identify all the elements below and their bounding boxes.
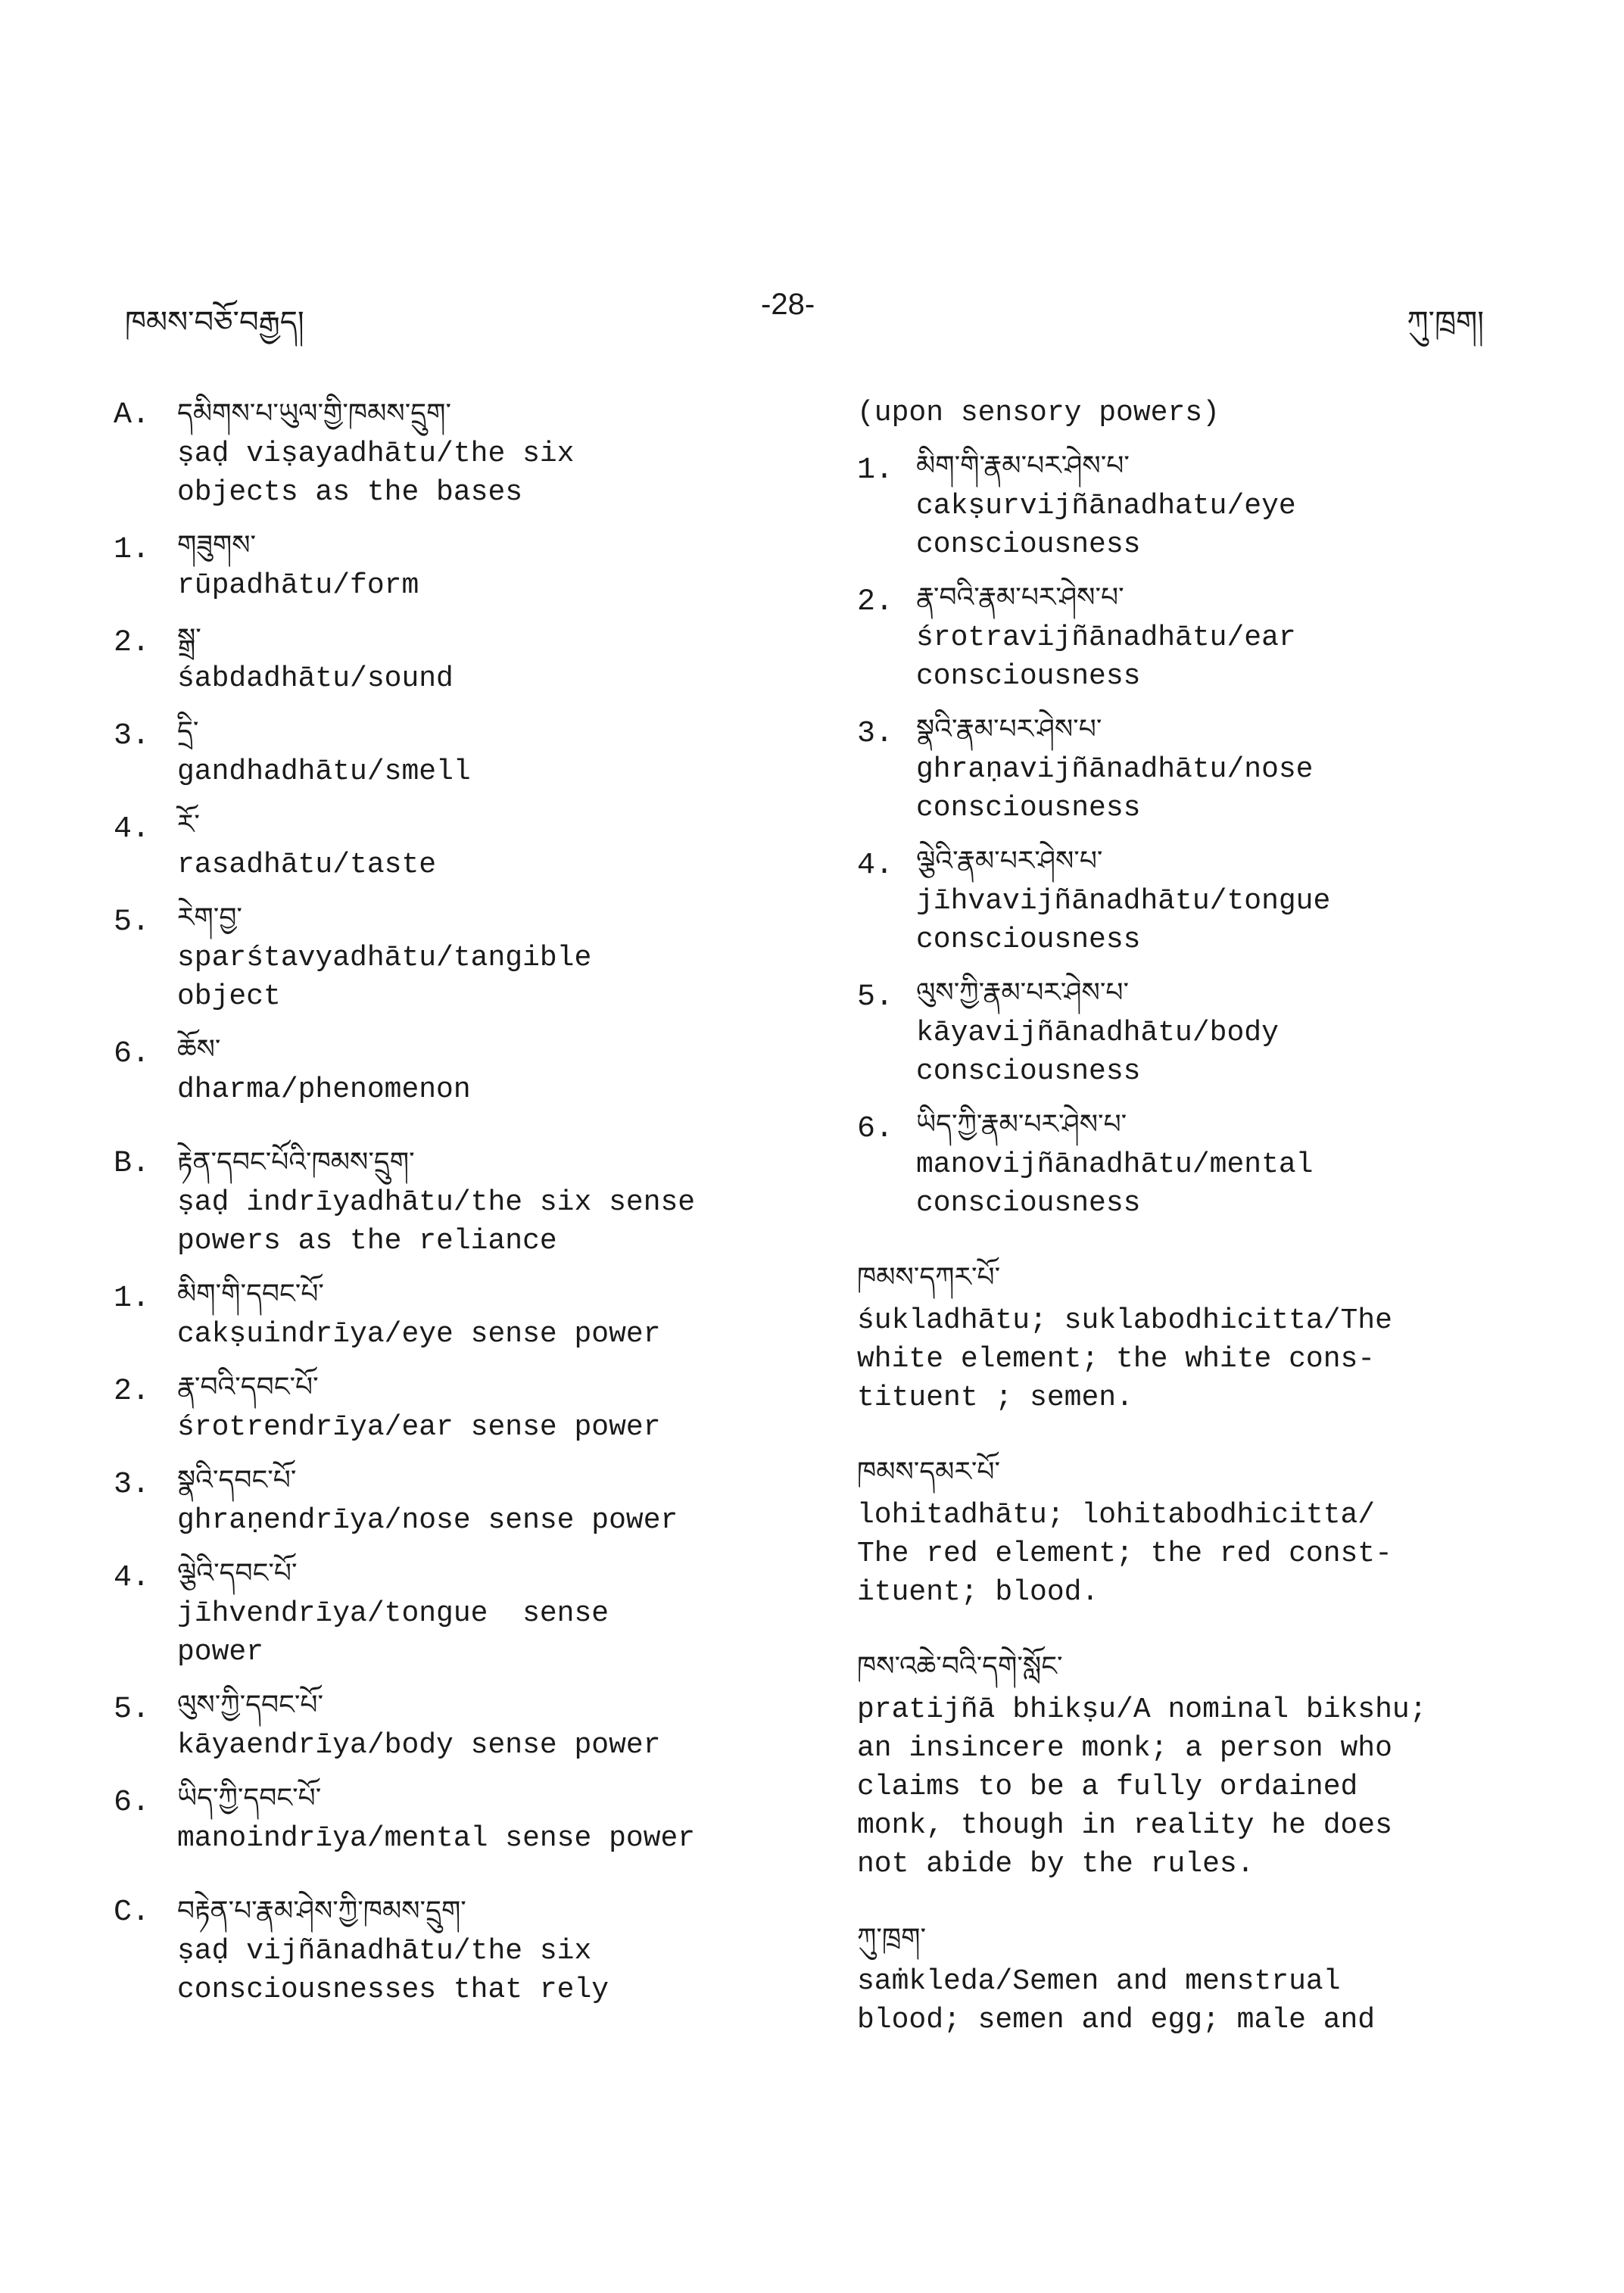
tibetan-term: སྒྲ་	[177, 623, 201, 654]
definition: lohitadhātu; lohitabodhicitta/ The red element; the red const- ituent; blood.	[857, 1499, 1392, 1609]
section-a	[114, 394, 780, 512]
tibetan-term: ཆོས་	[177, 1034, 221, 1065]
definition: sparśtavyadhātu/tangible object	[177, 942, 592, 1013]
tibetan-term: རྟེན་དབང་པོའི་ཁམས་དྲུག་	[177, 1147, 415, 1178]
item-number: 4.	[114, 812, 151, 846]
item-number: 2.	[114, 626, 151, 660]
list-item	[114, 1367, 780, 1447]
list-item	[857, 841, 1538, 959]
section-label: B.	[114, 1147, 151, 1181]
list-item	[114, 1030, 780, 1109]
continuation-text: (upon sensory powers)	[857, 397, 1220, 429]
list-item	[114, 805, 780, 884]
tibetan-term: ཁས་འཆེ་བའི་དགེ་སློང་	[857, 1651, 1063, 1682]
item-number: 5.	[114, 1693, 151, 1727]
tibetan-term: ལུས་ཀྱི་དབང་པོ་	[177, 1690, 324, 1721]
item-number: 6.	[114, 1037, 151, 1071]
tibetan-term: དམིགས་པ་ཡུལ་གྱི་ཁམས་དྲུག་	[177, 398, 452, 429]
item-number: 4.	[857, 849, 894, 883]
definition: ṣaḍ viṣayadhātu/the six objects as the bases	[177, 438, 575, 509]
section-label: A.	[114, 398, 151, 432]
section-c	[114, 1891, 780, 2009]
list-item	[857, 1104, 1538, 1223]
item-number: 1.	[857, 453, 894, 488]
item-number: 4.	[114, 1561, 151, 1595]
definition: śukladhātu; suklabodhicitta/The white element; the white cons- tituent ; semen.	[857, 1304, 1392, 1414]
tibetan-term: སྣའི་རྣམ་པར་ཤེས་པ་	[916, 714, 1102, 745]
definition: jīhvavijñānadhātu/tongue consciousness	[916, 885, 1331, 956]
definition: manovijñānadhātu/mental consciousness	[916, 1148, 1314, 1220]
list-item	[114, 1274, 780, 1354]
definition: saṁkleda/Semen and menstrual blood; semen and egg; male and	[857, 1965, 1376, 2036]
definition: ṣaḍ indrīyadhātu/the six sense powers as the reliance	[177, 1186, 696, 1257]
definition: ghraṇendrīya/nose sense power	[177, 1504, 678, 1537]
left-column	[114, 394, 780, 2009]
item-number: 3.	[857, 717, 894, 751]
definition: ghraṇavijñānadhātu/nose consciousness	[916, 753, 1314, 824]
tibetan-term: ལུས་ཀྱི་རྣམ་པར་ཤེས་པ་	[916, 977, 1130, 1008]
definition: śrotrendrīya/ear sense power	[177, 1411, 661, 1444]
glossary-entry	[857, 1452, 1538, 1612]
list-item	[114, 618, 780, 698]
definition: manoindrīya/mental sense power	[177, 1822, 696, 1855]
list-item	[114, 1460, 780, 1540]
tibetan-term: རོ་	[177, 809, 200, 840]
tibetan-term: གཟུགས་	[177, 530, 257, 561]
tibetan-term: དྲི་	[177, 716, 199, 747]
tibetan-term: ཡིད་ཀྱི་དབང་པོ་	[177, 1783, 322, 1814]
tibetan-term: ཡིད་ཀྱི་རྣམ་པར་ཤེས་པ་	[916, 1109, 1127, 1140]
tibetan-term: ཁམས་དམར་པོ་	[857, 1456, 1001, 1488]
glossary-entry	[857, 1918, 1538, 2039]
section-b	[114, 1142, 780, 1260]
definition: śabdadhātu/sound	[177, 662, 454, 695]
item-number: 2.	[114, 1375, 151, 1409]
definition: śrotravijñānadhātu/ear consciousness	[916, 622, 1296, 693]
tibetan-term: ལྕེའི་དབང་པོ་	[177, 1558, 298, 1589]
list-item	[857, 446, 1538, 564]
tibetan-term: རྣ་བའི་དབང་པོ་	[177, 1372, 319, 1403]
list-item	[857, 578, 1538, 696]
item-number: 2.	[857, 585, 894, 619]
tibetan-term: སྣའི་དབང་པོ་	[177, 1465, 297, 1496]
tibetan-term: མིག་གི་དབང་པོ་	[177, 1279, 324, 1310]
definition: gandhadhātu/smell	[177, 756, 471, 788]
item-number: 3.	[114, 719, 151, 753]
glossary-entry	[857, 1647, 1538, 1883]
definition: cakṣurvijñānadhatu/eye consciousness	[916, 490, 1296, 561]
definition: dharma/phenomenon	[177, 1073, 471, 1106]
item-number: 6.	[114, 1786, 151, 1820]
definition: kāyavijñānadhātu/body consciousness	[916, 1017, 1279, 1088]
tibetan-term: ཀུ་ཁྲག་	[857, 1923, 927, 1954]
section-label: C.	[114, 1896, 151, 1930]
tibetan-term: རྣ་བའི་རྣམ་པར་ཤེས་པ་	[916, 582, 1124, 613]
tibetan-term: མིག་གི་རྣམ་པར་ཤེས་པ་	[916, 450, 1130, 481]
tibetan-term: ཁམས་དཀར་པོ་	[857, 1262, 1001, 1293]
list-item	[857, 709, 1538, 827]
list-item	[857, 973, 1538, 1091]
list-item	[114, 1553, 780, 1671]
right-column	[857, 394, 1538, 2039]
running-head-right: ཀུ་ཁྲག།	[1407, 305, 1484, 340]
item-number: 3.	[114, 1468, 151, 1502]
item-number: 1.	[114, 1282, 151, 1316]
item-number: 5.	[857, 980, 894, 1014]
list-item	[114, 1685, 780, 1765]
list-item	[114, 898, 780, 1016]
list-item	[114, 525, 780, 605]
definition: ṣaḍ vijñānadhātu/the six consciousnesses that rely	[177, 1935, 609, 2006]
item-number: 6.	[857, 1112, 894, 1146]
definition: cakṣuindrīya/eye sense power	[177, 1318, 661, 1351]
tibetan-term: རེག་བྱ་	[177, 902, 242, 933]
item-number: 5.	[114, 905, 151, 939]
definition: jīhvendrīya/tongue sense power	[177, 1597, 609, 1668]
glossary-entry	[857, 1257, 1538, 1417]
list-item	[114, 1778, 780, 1858]
definition: pratijñā bhikṣu/A nominal bikshu; an insincere monk; a person who claims to be a fully ordained monk, though in reality he does not abide by the rules.	[857, 1693, 1427, 1880]
list-item	[114, 712, 780, 791]
page-header	[0, 288, 1624, 340]
running-head-left: ཁམས་བཅོ་བརྒྱད།	[125, 305, 304, 340]
tibetan-term: ལྕེའི་རྣམ་པར་ཤེས་པ་	[916, 846, 1103, 877]
definition: rūpadhātu/form	[177, 569, 419, 602]
item-number: 1.	[114, 533, 151, 567]
definition: rasadhātu/taste	[177, 849, 437, 881]
tibetan-term: བརྟེན་པ་རྣམ་ཤེས་ཀྱི་ཁམས་དྲུག་	[177, 1896, 466, 1927]
page-number: -28-	[761, 288, 815, 321]
definition: kāyaendrīya/body sense power	[177, 1729, 661, 1762]
